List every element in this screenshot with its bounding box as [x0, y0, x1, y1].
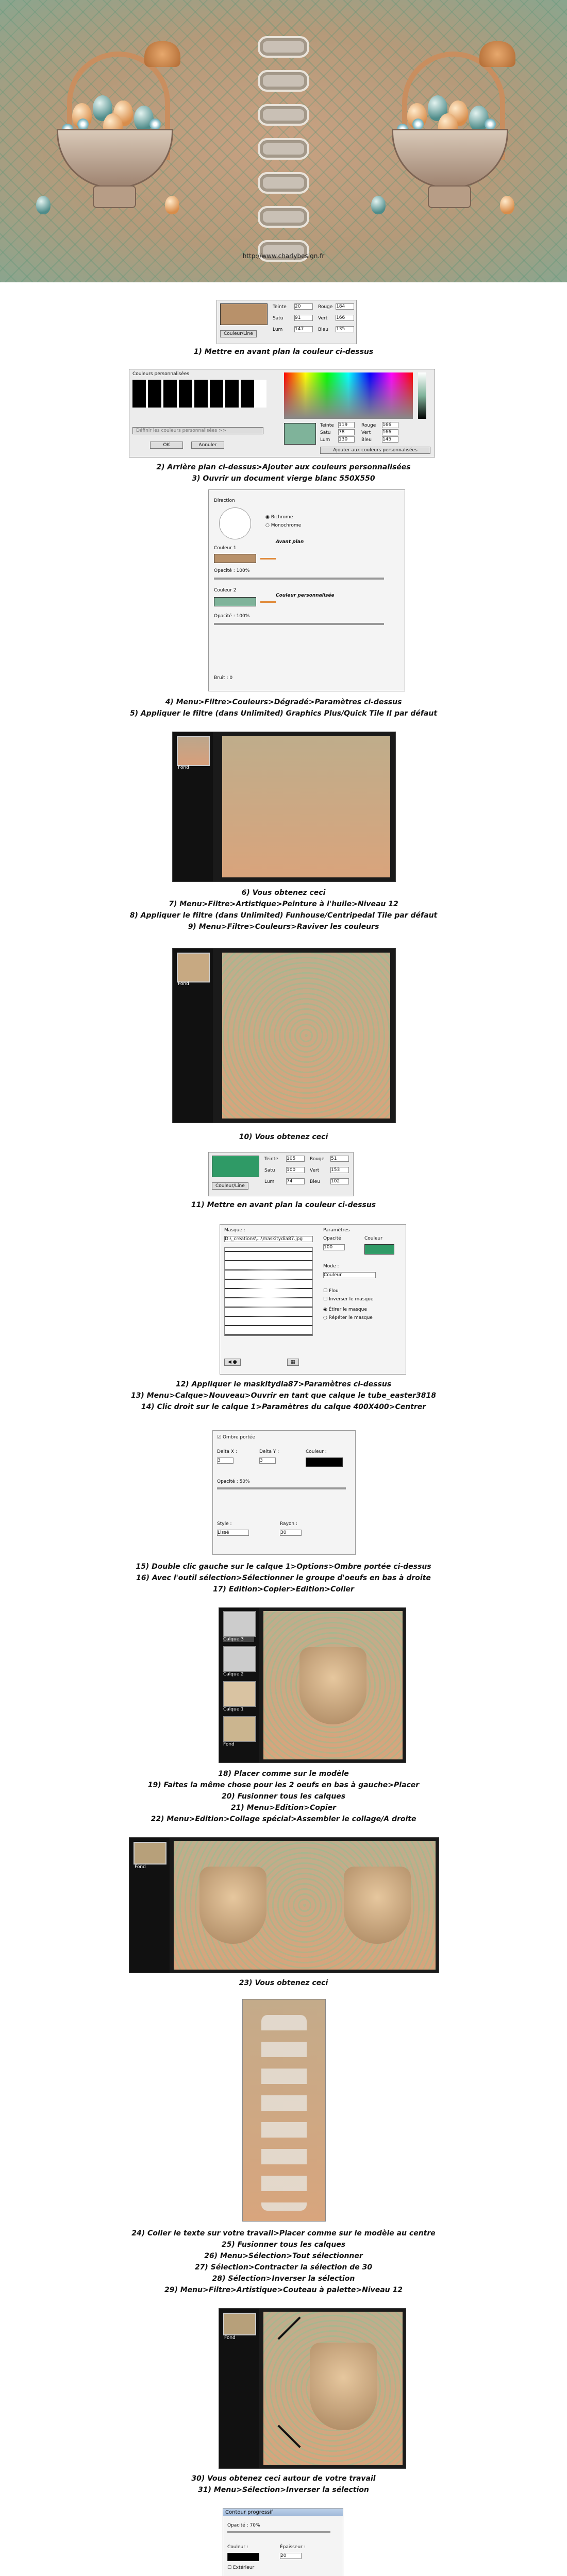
label-satu: Satu	[264, 1168, 275, 1173]
orange-arrow	[260, 601, 276, 603]
result-step18	[219, 1607, 406, 1763]
value-lum[interactable]: 74	[286, 1178, 305, 1184]
value-vert[interactable]: 166	[336, 315, 354, 321]
mask-dialog	[220, 1224, 406, 1375]
label-bleu: Bleu	[310, 1179, 320, 1184]
couleur1-label: Couleur 1	[214, 546, 237, 551]
layer-thumbnail[interactable]	[223, 2313, 256, 2335]
layers-panel	[219, 1608, 259, 1762]
step-22: 22) Menu>Edition>Collage spécial>Assembler le collage/A droite	[151, 1815, 416, 1823]
mask-browse-button[interactable]: ◀ ●	[224, 1359, 241, 1366]
value-teinte[interactable]: 20	[294, 303, 313, 310]
layer-thumbnail[interactable]	[223, 1716, 256, 1742]
layer-thumbnail[interactable]	[177, 953, 210, 982]
value-satu[interactable]: 78	[338, 429, 355, 435]
result-step6	[172, 732, 396, 882]
basket-image	[199, 1867, 266, 1944]
label-vert: Vert	[361, 430, 371, 435]
result-step10	[172, 948, 396, 1123]
opacite-input[interactable]: 100	[323, 1244, 345, 1250]
rayon-label: Rayon :	[280, 1521, 298, 1527]
custom-color-grid[interactable]	[132, 380, 266, 408]
layers-panel	[129, 1838, 170, 1973]
drop-shadow-dialog	[212, 1430, 356, 1555]
value-teinte[interactable]: 105	[286, 1156, 305, 1162]
step-28: 28) Sélection>Inverser la sélection	[212, 2275, 355, 2283]
step-17: 17) Edition>Copier>Edition>Coller	[213, 1585, 354, 1594]
basket-image	[299, 1647, 366, 1724]
delta-x-label: Delta X :	[217, 1449, 237, 1454]
monochrome-radio[interactable]: ○ Monochrome	[265, 523, 302, 528]
step-26: 26) Menu>Sélection>Tout sélectionner	[204, 2252, 363, 2260]
delta-y-input[interactable]: 3	[259, 1458, 276, 1464]
step-11: 11) Mettre en avant plan la couleur ci-dessus	[191, 1201, 376, 1209]
step-19: 19) Faites la même chose pour les 2 oeufs en bas à gauche>Placer	[147, 1781, 420, 1789]
layer-name: Fond	[135, 1865, 146, 1870]
exterieur-checkbox[interactable]: ☐ Extérieur	[227, 2565, 255, 2570]
label-vert: Vert	[318, 316, 328, 321]
delta-x-input[interactable]: 3	[217, 1458, 234, 1464]
layer-name: Fond	[178, 765, 189, 770]
easter-basket-left	[36, 41, 191, 216]
layer-thumbnail[interactable]	[223, 1611, 256, 1637]
step-21: 21) Menu>Edition>Copier	[230, 1804, 337, 1812]
step-10: 10) Vous obtenez ceci	[239, 1133, 328, 1141]
value-bleu[interactable]: 145	[382, 436, 398, 443]
inverser-checkbox[interactable]: ☐ Inverser le masque	[323, 1297, 374, 1302]
canvas	[222, 953, 390, 1118]
color-picker-panel	[216, 300, 357, 344]
canvas	[222, 736, 390, 877]
label-bleu: Bleu	[361, 437, 372, 443]
step-3: 3) Ouvrir un document vierge blanc 550X550	[192, 474, 375, 483]
opacite-label: Opacité	[323, 1236, 341, 1241]
header-banner-image	[0, 0, 567, 282]
opacite2-label: Opacité : 100%	[214, 614, 250, 619]
opacity-slider[interactable]	[227, 2531, 330, 2533]
gradient-dialog	[208, 489, 405, 691]
step-24: 24) Coller le texte sur votre travail>Placer comme sur le modèle au centre	[131, 2229, 436, 2238]
layers-panel	[219, 2309, 259, 2468]
direction-label: Direction	[214, 498, 235, 503]
easter-basket-right	[371, 41, 526, 216]
arrow-indicator	[277, 2316, 301, 2340]
step-16: 16) Avec l'outil sélection>Sélectionner le groupe d'oeufs en bas à droite	[136, 1574, 431, 1582]
mode-select[interactable]: Couleur	[323, 1272, 376, 1278]
label-satu: Satu	[320, 430, 331, 435]
step-18: 18) Placer comme sur le modèle	[218, 1770, 349, 1778]
layer-name: Fond	[223, 1742, 235, 1747]
repeter-radio[interactable]: ○ Répéter le masque	[323, 1315, 373, 1320]
arrow-indicator	[277, 2425, 301, 2448]
layer-thumbnail[interactable]	[223, 1646, 256, 1672]
ombre-portee-checkbox[interactable]: ☑ Ombre portée	[217, 1435, 255, 1440]
parametres-label: Paramètres	[323, 1228, 350, 1233]
value-bleu[interactable]: 102	[330, 1178, 349, 1184]
step-6: 6) Vous obtenez ceci	[241, 889, 326, 897]
step-13: 13) Menu>Calque>Nouveau>Ouvrir en tant que calque le tube_easter3818	[130, 1392, 437, 1400]
chain-text-decoration	[258, 36, 309, 242]
shadow-color-swatch[interactable]	[306, 1458, 343, 1467]
couleur-label: Couleur :	[306, 1449, 327, 1454]
selected-color-swatch	[284, 423, 316, 445]
mask-label: Masque :	[224, 1228, 245, 1233]
step-1: 1) Mettre en avant plan la couleur ci-dessus	[193, 348, 374, 356]
opacity-slider[interactable]	[217, 1487, 346, 1489]
color-swatch	[220, 303, 268, 325]
result-step30	[219, 2308, 406, 2469]
layer-name: Calque 1	[223, 1707, 244, 1712]
couleur1-swatch[interactable]	[214, 554, 256, 563]
step-9: 9) Menu>Filtre>Couleurs>Raviver les couleurs	[188, 923, 379, 931]
epaisseur-label: Épaisseur :	[280, 2545, 306, 2550]
couleur-label: Couleur :	[227, 2545, 248, 2550]
opacite1-label: Opacité : 100%	[214, 568, 250, 573]
layer-thumbnail[interactable]	[134, 1842, 166, 1865]
text-tube-image	[242, 1999, 326, 2222]
label-teinte: Teinte	[264, 1157, 278, 1162]
step-7: 7) Menu>Filtre>Artistique>Peinture à l'huile>Niveau 12	[169, 900, 398, 908]
color-picker-panel-2	[208, 1152, 354, 1196]
layer-name: Fond	[224, 2335, 236, 2341]
flou-checkbox[interactable]: ☐ Flou	[323, 1289, 339, 1294]
layer-thumbnail[interactable]	[177, 736, 210, 766]
label-lum: Lum	[264, 1179, 275, 1184]
style-label: Style :	[217, 1521, 232, 1527]
define-custom-colors-button[interactable]: Définir les couleurs personnalisées >>	[132, 427, 263, 434]
mask-path-input[interactable]: D:\_creations\...\maskitydia87.jpg	[224, 1236, 313, 1242]
mask-options-button[interactable]: ▦	[287, 1359, 299, 1366]
mask-color-swatch[interactable]	[364, 1244, 394, 1255]
value-vert[interactable]: 166	[382, 429, 398, 435]
direction-dial[interactable]	[219, 507, 251, 539]
step-5: 5) Appliquer le filtre (dans Unlimited) Graphics Plus/Quick Tile II par défaut	[129, 709, 438, 718]
step-27: 27) Sélection>Contracter la sélection de 30	[194, 2263, 373, 2272]
add-custom-color-button[interactable]: Ajouter aux couleurs personnalisées	[320, 447, 430, 454]
step-30: 30) Vous obtenez ceci autour de votre travail	[191, 2475, 376, 2483]
chain-text-decoration	[261, 2015, 307, 2211]
value-lum[interactable]: 147	[294, 326, 313, 332]
value-lum[interactable]: 130	[338, 436, 355, 443]
rayon-input[interactable]: 30	[280, 1530, 302, 1536]
basket-image	[344, 1867, 411, 1944]
contour-progressif-dialog	[223, 2508, 343, 2576]
couleur-line-button[interactable]: Couleur/Line	[220, 330, 257, 337]
step-25: 25) Fusionner tous les calques	[221, 2241, 346, 2249]
etirer-radio[interactable]: ◉ Étirer le masque	[323, 1307, 367, 1312]
step-2: 2) Arrière plan ci-dessus>Ajouter aux couleurs personnalisées	[156, 463, 411, 471]
step-20: 20) Fusionner tous les calques	[221, 1792, 346, 1801]
banner-url: http://www.charlybesign.fr	[242, 252, 325, 260]
luminance-slider[interactable]	[418, 372, 426, 419]
orange-arrow	[260, 558, 276, 560]
value-rouge[interactable]: 184	[336, 303, 354, 310]
couleur2-swatch[interactable]	[214, 597, 256, 606]
value-teinte[interactable]: 119	[338, 422, 355, 428]
layer-thumbnail[interactable]	[223, 1681, 256, 1707]
label-vert: Vert	[310, 1168, 320, 1173]
layer-name: Calque 2	[223, 1672, 244, 1677]
step-14: 14) Clic droit sur le calque 1>Paramètres du calque 400X400>Centrer	[141, 1403, 426, 1411]
delta-y-label: Delta Y :	[259, 1449, 279, 1454]
layer-name: Calque 3	[223, 1637, 254, 1642]
epaisseur-input[interactable]: 20	[280, 2553, 302, 2559]
basket-image	[310, 2343, 377, 2430]
step-29: 29) Menu>Filtre>Artistique>Couteau à palette>Niveau 12	[164, 2286, 403, 2294]
step-23: 23) Vous obtenez ceci	[239, 1979, 328, 1987]
step-15: 15) Double clic gauche sur le calque 1>Options>Ombre portée ci-dessus	[136, 1563, 431, 1571]
avant-plan-note: Avant plan	[276, 539, 304, 545]
label-teinte: Teinte	[273, 304, 287, 310]
opacity2-slider[interactable]	[214, 623, 384, 625]
value-rouge[interactable]: 166	[382, 422, 398, 428]
couleur-label: Couleur	[364, 1236, 382, 1241]
bichrome-radio[interactable]: ◉ Bichrome	[265, 515, 293, 520]
label-bleu: Bleu	[318, 327, 328, 332]
color-spectrum[interactable]	[284, 372, 413, 419]
opacite-label: Opacité : 50%	[217, 1479, 250, 1484]
result-step23	[129, 1837, 439, 1973]
canvas	[263, 1611, 403, 1759]
couleur2-label: Couleur 2	[214, 588, 237, 593]
opacite-label: Opacité : 70%	[227, 2523, 260, 2528]
value-vert[interactable]: 153	[330, 1167, 349, 1173]
color-swatch	[212, 1156, 259, 1177]
label-lum: Lum	[320, 437, 330, 443]
bruit-label: Bruit : 0	[214, 675, 233, 681]
label-teinte: Teinte	[320, 423, 334, 428]
layer-name: Fond	[178, 981, 189, 987]
value-satu[interactable]: 100	[286, 1167, 305, 1173]
custom-colors-title: Couleurs personnalisées	[132, 371, 190, 377]
step-31: 31) Menu>Sélection>Inverser la sélection	[198, 2486, 369, 2494]
contour-color-swatch[interactable]	[227, 2553, 259, 2561]
couleur-line-button[interactable]: Couleur/Line	[212, 1182, 248, 1190]
mode-label: Mode :	[323, 1264, 339, 1269]
label-satu: Satu	[273, 316, 284, 321]
label-rouge: Rouge	[310, 1157, 325, 1162]
label-rouge: Rouge	[318, 304, 333, 310]
ok-button[interactable]: OK	[150, 442, 183, 449]
style-select[interactable]: Lissé	[217, 1530, 249, 1536]
cancel-button[interactable]: Annuler	[191, 442, 224, 449]
label-rouge: Rouge	[361, 423, 376, 428]
opacity1-slider[interactable]	[214, 578, 384, 580]
couleur-perso-note: Couleur personnalisée	[276, 593, 335, 598]
value-bleu[interactable]: 135	[336, 326, 354, 332]
canvas	[263, 2312, 403, 2465]
layers-panel	[173, 948, 213, 1123]
value-satu[interactable]: 91	[294, 315, 313, 321]
step-4: 4) Menu>Filtre>Couleurs>Dégradé>Paramètres ci-dessus	[165, 698, 402, 706]
mask-preview	[224, 1247, 313, 1336]
canvas	[174, 1841, 436, 1970]
value-rouge[interactable]: 51	[330, 1156, 349, 1162]
dialog-title: Contour progressif	[223, 2509, 343, 2516]
step-8: 8) Appliquer le filtre (dans Unlimited) Funhouse/Centripedal Tile par défaut	[129, 911, 438, 920]
step-12: 12) Appliquer le maskitydia87>Paramètres ci-dessus	[175, 1380, 392, 1388]
layers-panel	[173, 732, 213, 882]
label-lum: Lum	[273, 327, 283, 332]
custom-colors-dialog	[129, 369, 435, 457]
